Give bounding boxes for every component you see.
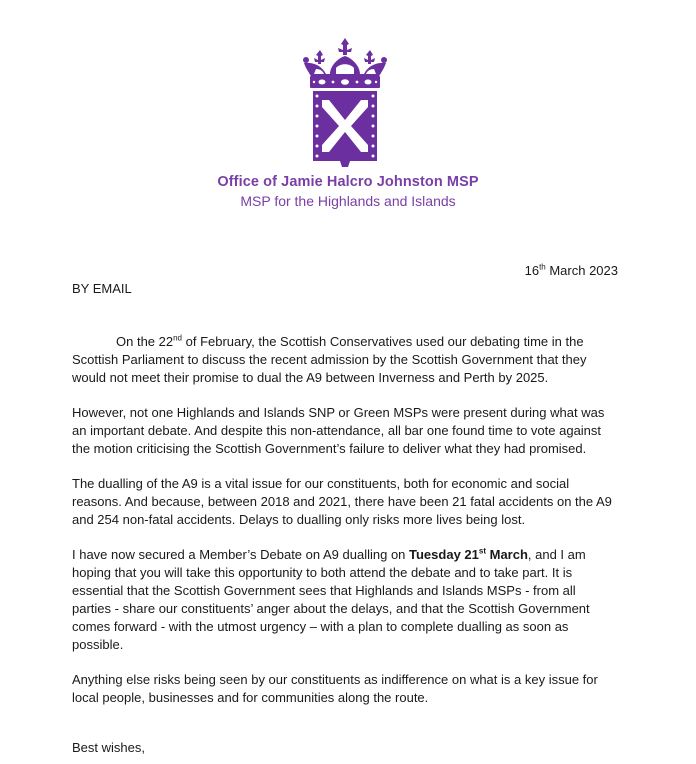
debate-date — [409, 547, 528, 562]
date-ordinal: th — [539, 262, 546, 272]
paragraph-1-text-a: On the 22 — [116, 334, 174, 349]
paragraph-2: However, not one Highlands and Islands SNP or Green MSPs were present during what was an important debate. And despite this non-attendance, all bar one found time to vote against the motion criticising the Scottish Government’s failure to deliver what they had promised. — [72, 405, 605, 456]
paragraph-4-text-a: I have now secured a Member’s Debate on A9 dualling on — [72, 547, 410, 562]
letter-body — [72, 333, 612, 724]
office-name: Office of Jamie Halcro Johnston MSP — [217, 174, 479, 190]
paragraph-4 — [72, 546, 612, 654]
paragraph-4-text-b: , and I am hoping that you will take this opportunity to both attend the debate and to take part. It is essential that the Scottish Government sees that Highlands and Islands MSPs - from all parties - share our constituents’ anger about the delays, and that the Scottish Government comes forward - with the utmost urgency – with a plan to complete dualling as soon as possible. — [72, 547, 590, 652]
paragraph-3: The dualling of the A9 is a vital issue for our constituents, both for economic and social reasons. And because, between 2018 and 2021, there have been 21 fatal accidents on the A9 and 254 non-fatal accidents. Delays to dualling only risks more lives being lost. — [72, 476, 612, 527]
closing-line: Best wishes, — [72, 740, 145, 755]
date-day: 16 — [524, 263, 540, 278]
office-subtitle: MSP for the Highlands and Islands — [240, 193, 456, 209]
crowned-saltire-crest-icon — [300, 36, 390, 170]
letter-date — [525, 263, 618, 278]
date-rest: March 2023 — [545, 263, 618, 278]
paragraph-5: Anything else risks being seen by our constituents as indifference on what is a key issue for local people, businesses and for communities along the route. — [72, 672, 598, 705]
paragraph-1 — [72, 333, 612, 387]
delivery-method: BY EMAIL — [72, 281, 132, 296]
paragraph-1-text-b: of February, the Scottish Conservatives used our debating time in the Scottish Parliament to discuss the recent admission by the Scottish Government that they would not meet their promise to dual the A9 between Inverness and Perth by 2025. — [72, 334, 587, 385]
debate-date-day: Tuesday 21 — [409, 547, 479, 562]
paragraph-1-ordinal: nd — [173, 333, 183, 343]
debate-date-month: March — [486, 547, 528, 562]
debate-date-ordinal: st — [478, 546, 486, 556]
